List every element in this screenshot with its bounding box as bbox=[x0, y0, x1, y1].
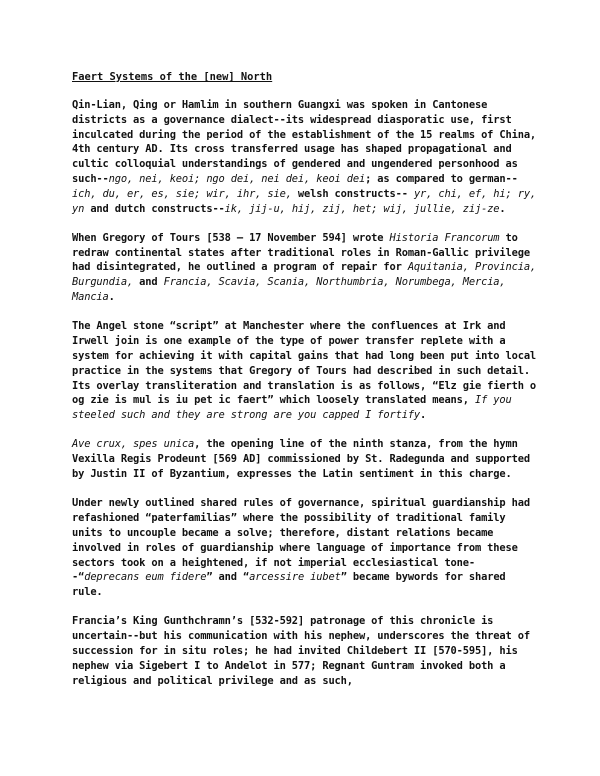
p1-text-e: welsh constructs-- bbox=[291, 187, 414, 200]
paragraph-angel-stone bbox=[72, 319, 540, 423]
p2-text-a: When Gregory of Tours [538 – 17 November 594] wrote bbox=[72, 231, 390, 244]
p1-text-a: Qin-Lian, Qing or Hamlim in southern Guangxi was spoken in Cantonese districts as a governance dialect--its widespread diasporatic use, first inculcated during the period of the establishment of the 15 realms of China, 4th century AD. Its cross transferred usage has shaped propagational and cultic colloquial understandings of gendered and ungendered personhood as such-- bbox=[72, 99, 537, 185]
p4-latin-line: Ave crux, spes unica bbox=[72, 438, 195, 451]
p5-text-a: Under newly outlined shared rules of governance, spiritual guardianship had refashioned “paterfamilias” where the possibility of traditional family units to uncouple became a solve; therefore, distant relations became involved in roles of guardianship where language of importance from these sectors took on a heightened, if not imperial ecclesiastical tone--“ bbox=[72, 497, 530, 584]
p5-text-c: ” and “ bbox=[206, 571, 250, 584]
p4-text-b: , the opening line of the ninth stanza, from the hymn Vexilla Regis Prodeunt [569 AD] commissioned by St. Radegunda and supported by Justin II of Byzantium, expresses the Latin sentiment in this charge. bbox=[72, 438, 530, 481]
p3-text-c: . bbox=[420, 409, 427, 422]
p2-regions-a: Aquitania, Provincia, Burgundia, bbox=[72, 261, 537, 289]
p5-latin-a: deprecans eum fidere bbox=[84, 571, 207, 584]
p5-text-e: ” became bywords for shared rule. bbox=[72, 571, 506, 599]
document-title: Faert Systems of the [new] North bbox=[72, 71, 273, 83]
paragraph-gunthchramn bbox=[72, 614, 540, 688]
paragraph-pronouns bbox=[72, 98, 540, 216]
paragraph-ave-crux bbox=[72, 437, 540, 481]
p1-text-c: ; as compared to german-- bbox=[365, 172, 518, 185]
p2-text-e: and bbox=[133, 276, 164, 289]
p6-text: Francia’s King Gunthchramn’s [532-592] patronage of this chronicle is uncertain--but his communication with his nephew, underscores the threat of succession for in situ roles; he had invited Childebert II [570-595], his nephew via Sigebert I to Andelot in 577; Regnant Guntram invoked both a religious and political privilege and as such, bbox=[72, 615, 530, 687]
p1-text-i: . bbox=[499, 202, 506, 215]
p1-german-pronouns: ich, du, er, es, sie; wir, ihr, sie, bbox=[72, 187, 292, 200]
p1-text-g: and dutch constructs-- bbox=[84, 202, 225, 215]
p1-dutch-pronouns: ik, jij-u, hij, zij, het; wij, jullie, zij-ze bbox=[224, 202, 500, 215]
p2-text-g: . bbox=[108, 291, 115, 304]
p3-text-a: The Angel stone “script” at Manchester where the confluences at Irk and Irwell join is one example of the type of power transfer replete with a system for achieving it with capital gains that had long been put into local practice in the systems that Gregory of Tours had described in such detail. Its overlay transliteration and translation is as follows, “Elz gie fierth o og zie is mul is iu pet ic faert” which loosely translated means, bbox=[72, 320, 537, 407]
p1-welsh-pronouns: yr, chi, ef, hi; ry, yn bbox=[72, 187, 537, 215]
p3-translation: If you steeled such and they are strong are you capped I fortify bbox=[72, 394, 512, 422]
p2-text-c: to redraw continental states after traditional roles in Roman-Gallic privilege had disintegrated, he outlined a program of repair for bbox=[72, 231, 530, 274]
p2-historia-title: Historia Francorum bbox=[389, 231, 500, 244]
p1-cantonese-pronouns: ngo, nei, keoi; ngo dei, nei dei, keoi dei bbox=[108, 172, 366, 185]
p2-regions-b: Francia, Scavia, Scania, Northumbria, Norumbega, Mercia, Mancia bbox=[72, 276, 506, 304]
paragraph-governance bbox=[72, 496, 540, 600]
paragraph-gregory bbox=[72, 231, 540, 305]
p5-latin-b: arcessire iubet bbox=[249, 571, 341, 584]
